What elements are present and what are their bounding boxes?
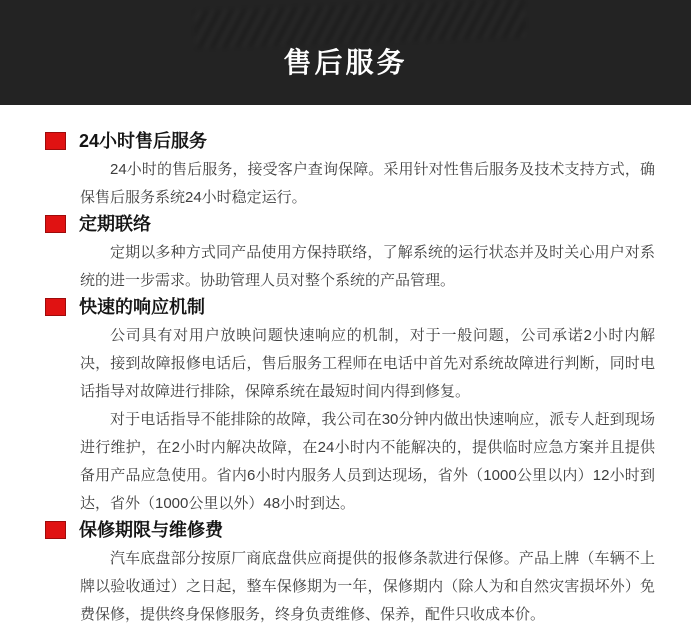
section-24h-service — [80, 131, 655, 212]
section-regular-contact — [80, 214, 655, 295]
section-heading-row — [45, 297, 655, 317]
section-rapid-response — [80, 297, 655, 518]
section-warranty — [80, 520, 655, 629]
section-paragraph: 定期以多种方式同产品使用方保持联络，了解系统的运行状态并及时关心用户对系统的进一步需求。协助管理人员对整个系统的产品管理。 — [80, 244, 655, 289]
section-paragraph: 汽车底盘部分按原厂商底盘供应商提供的报修条款进行保修。产品上牌（车辆不上牌以验收通过）之日起，整车保修期为一年，保修期内（除人为和自然灾害损坏外）免费保修，提供终身保修服务，终身负责维修、保养，配件只收成本价。 — [80, 550, 655, 623]
content-area — [0, 105, 691, 629]
header-watermark — [194, 0, 525, 49]
section-heading-row — [45, 131, 655, 151]
section-paragraph: 公司具有对用户放映问题快速响应的机制，对于一般问题，公司承诺2小时内解决，接到故障报修电话后，售后服务工程师在电话中首先对系统故障进行判断，同时电话指导对故障进行排除，保障系统在最短时间内得到修复。 — [80, 327, 655, 400]
section-paragraph: 对于电话指导不能排除的故障，我公司在30分钟内做出快速响应，派专人赶到现场进行维护，在2小时内解决故障，在24小时内不能解决的，提供临时应急方案并且提供备用产品应急使用。省内6小时内服务人员到达现场，省外（1000公里以内）12小时到达，省外（1000公里以外）48小时到达。 — [80, 411, 655, 512]
section-title: 保修期限与维修费 — [79, 520, 223, 540]
red-square-bullet-icon — [45, 298, 66, 316]
section-title: 快速的响应机制 — [79, 297, 205, 317]
section-title: 24小时售后服务 — [79, 131, 208, 151]
section-title: 定期联络 — [79, 214, 151, 234]
red-square-bullet-icon — [45, 521, 66, 539]
page-title: 售后服务 — [283, 47, 408, 78]
section-heading-row — [45, 520, 655, 540]
section-heading-row — [45, 214, 655, 234]
red-square-bullet-icon — [45, 132, 66, 150]
red-square-bullet-icon — [45, 215, 66, 233]
header-banner — [0, 0, 691, 105]
section-paragraph: 24小时的售后服务，接受客户查询保障。采用针对性售后服务及技术支持方式，确保售后服务系统24小时稳定运行。 — [80, 161, 655, 206]
